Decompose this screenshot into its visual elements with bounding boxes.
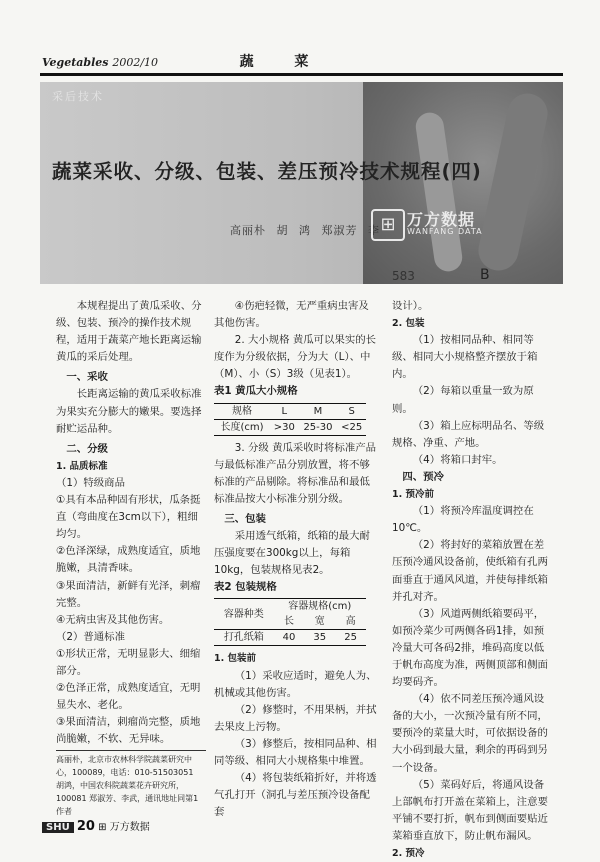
section-tag: 采后技术 [52,90,104,103]
column-1 [56,298,203,748]
heading-prepack: 1. 包装前 [214,653,257,665]
table1-caption: 表1 黄瓜大小规格 [214,385,298,398]
list-item: （1）将预冷库温度调控在10℃。 [392,505,534,535]
article-authors: 高丽朴 胡 鸿 郑淑芳 李 [230,224,380,237]
footnote-line: 高丽朴，北京市农林科学院蔬菜研究中心，100089，电话：010-51503051 [56,755,194,777]
heading-precool: 四、预冷 [402,470,444,483]
heading-before-precool: 1. 预冷前 [392,489,435,501]
section-header: 蔬 菜 [239,54,327,70]
handwritten-number: 583 [392,269,415,283]
table-header: L [281,405,288,417]
footer-site: 万方数据 [109,822,150,833]
footnote-line: 胡鸿，中国农科院蔬菜花卉研究所，100081 郑淑芳、李武，通讯地址同第1作者 [56,781,199,816]
table-header: 长 [284,616,294,628]
list-item: （3）风道两侧纸箱要码平，如预冷菜少可两侧各码1排，如预冷量大可各码2排，堆码高度以低于帆布高度为准，两侧顶部和侧面均要码齐。 [392,607,548,689]
list-item: （2）每箱以重量一致为原则。 [392,385,534,415]
list-item: （3）箱上应标明品名、等级规格、净重、产地。 [392,419,545,449]
table-cell: <25 [341,421,363,433]
list-item: （2）将封好的菜箱放置在差压预冷通风设备前，使纸箱有孔两面垂直于通风风道，并使每排纸箱并孔对齐。 [392,539,548,603]
heading-pack: 三、包装 [224,512,266,525]
handwritten-letter: B [480,267,490,283]
list-item: （4）将包装纸箱折好，并将透气孔打开（洞孔与差压预冷设备配套 [214,772,377,819]
paragraph: 设计）。 [392,300,429,312]
list-item: （4）依不同差压预冷通风设备的大小，一次预冷量有所不同，要预冷的菜量大时，可依据设备的大小码到最大量，剩余的再码到另一个设备。 [392,693,548,774]
wanfang-logo-icon: ⊞ [371,209,405,241]
journal-name: Vegetables [42,56,109,69]
column-3 [392,298,554,862]
size-table [214,403,366,436]
journal-issue: 2002/10 [112,56,159,69]
list-item: ②色泽正常，成熟度适宜，无明显失水、老化。 [56,682,201,712]
method-paragraph: 3. 分级 黄瓜采收时将标准产品与最低标准产品分别放置，将不够标准的产品剔除。将标准品和最低标准品按大小标准分别分级。 [214,441,377,505]
journal-header [42,56,158,69]
list-item: （5）菜码好后，将通风设备上部帆布打开盖在菜箱上，注意要平铺不要打折，帆布到侧面要贴近菜箱垂直放下，防止帆布漏风。 [392,778,548,842]
page-number: 20 [76,819,95,834]
table-cell: 25 [344,632,357,644]
header-rule [40,73,563,76]
table-header: 规格 [231,405,252,417]
author-footnote [56,750,206,818]
list-item: ②色泽深绿，成熟度适宜，质地脆嫩，具清香味。 [56,545,201,575]
intro-paragraph: 本规程提出了黄瓜采收、分级、包装、预冷的操作技术规程，适用于蔬菜产地长距离运输黄瓜的采后处理。 [56,300,202,364]
pack-paragraph: 采用透气纸箱，纸箱的最大耐压强度要在300kg以上，每箱10kg，包装规格见表2。 [214,530,370,577]
heading-packing: 2. 包装 [392,318,425,330]
page-footer [40,818,150,834]
table2-caption: 表2 包装规格 [214,581,277,594]
table-header: 容器规格(cm) [288,601,352,613]
list-item: ①具有本品种固有形状，瓜条挺直（弯曲度在3cm以下），粗细均匀。 [56,494,201,541]
harvest-paragraph: 长距离运输的黄瓜采收标准为果实充分膨大的嫩果。要选择耐贮运品种。 [56,388,202,435]
list-item: （1）特级商品 [56,476,125,489]
column-2 [214,298,378,821]
table-header: M [313,405,323,417]
list-item: （1）按相同品种、相同等级、相同大小规格整齐摆放于箱内。 [392,334,538,381]
heading-quality: 1. 品质标准 [56,460,108,472]
watermark-cn: 万方数据 [407,210,476,229]
paragraph: ④伤疤轻微，无严重病虫害及其他伤害。 [214,300,369,330]
table-header: 容器种类 [214,599,274,630]
list-item: ④无病虫害及其他伤害。 [56,613,170,626]
wanfang-watermark [370,202,512,244]
table-header: 高 [345,616,356,628]
shu-logo: SHU [42,822,74,833]
list-item: ①形状正常，无明显影大、细缩部分。 [56,647,201,677]
list-item: （3）修整后，按相同品种、相同等级、相同大小规格集中堆置。 [214,737,377,767]
table-cell: 25-30 [303,421,333,433]
wanfang-icon: ⊞ [98,822,107,833]
table-header: S [348,405,355,417]
table-cell: 35 [313,632,327,644]
list-item: ③果面清洁，新鲜有光泽，刺瘤完整。 [56,579,201,609]
heading-grade: 二、分级 [66,442,108,455]
table-header: 宽 [314,616,325,628]
watermark-en: WANFANG DATA [407,227,483,236]
size-paragraph: 2. 大小规格 黄瓜可以果实的长度作为分级依据，分为大（L）、中（M）、小（S）3级（见表1）。 [214,334,377,381]
list-item: （2）修整时，不用果柄，并拭去果皮上污物。 [214,703,377,733]
table-cell: 40 [282,632,296,644]
list-item: （2）普通标准 [56,630,125,643]
table-cell: 打孔纸箱 [223,632,264,644]
list-item: （1）采收应适时，避免人为、机械或其他伤害。 [214,669,377,699]
heading-harvest: 一、采收 [66,371,108,384]
list-item: ③果面清洁，刺瘤尚完整，质地尚脆嫩，不软、无异味。 [56,716,201,746]
title-banner [40,82,563,284]
pack-table [214,598,366,646]
table-cell: >30 [273,421,295,433]
list-item: （4）将箱口封牢。 [412,453,503,466]
heading-cool: 2. 预冷 [392,848,425,859]
table-cell: 长度(cm) [220,421,264,433]
article-title: 蔬菜采收、分级、包装、差压预冷技术规程(四) [52,160,482,183]
